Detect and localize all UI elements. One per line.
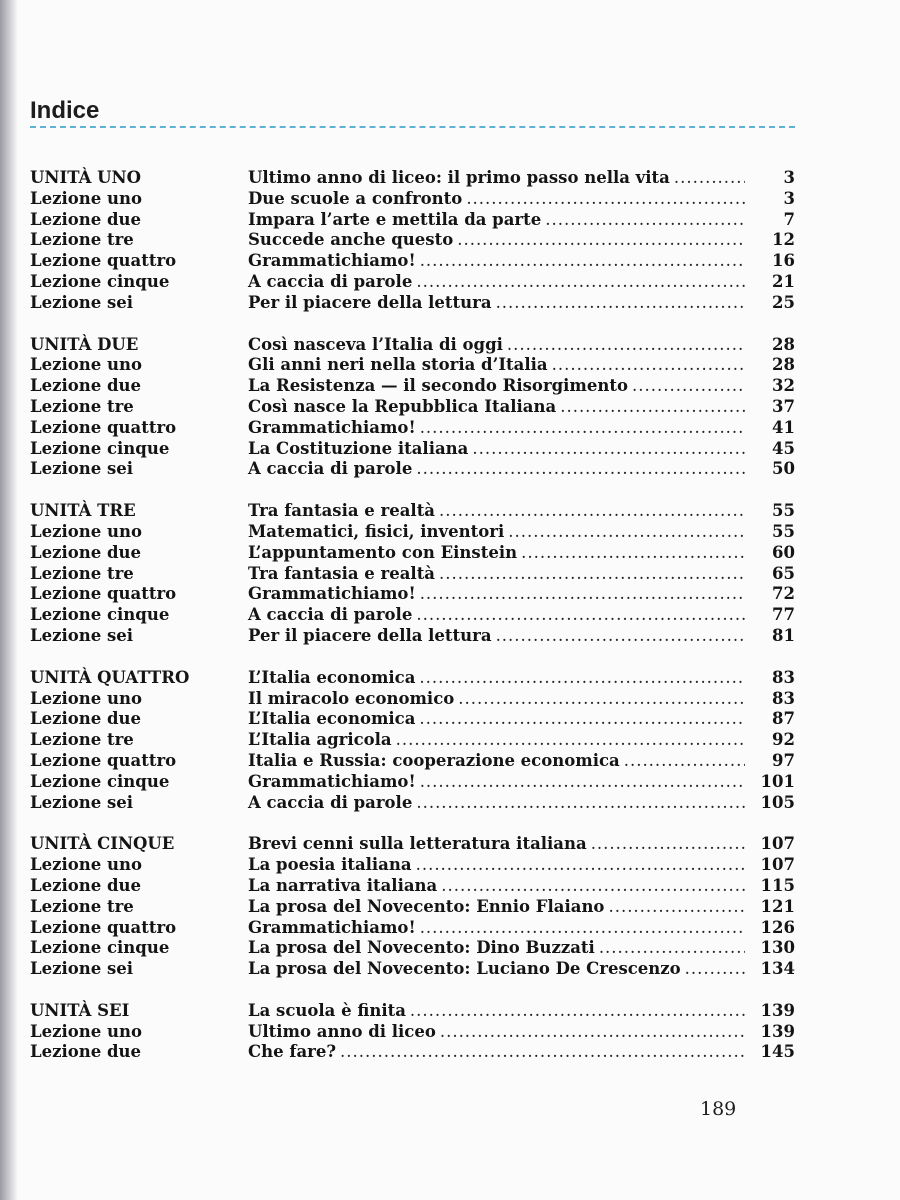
entry-title: Tra fantasia e realtà <box>248 501 436 521</box>
lesson-label: Lezione tre <box>30 230 134 250</box>
unit-heading-row[interactable] <box>30 834 795 855</box>
dot-leader <box>591 834 745 855</box>
lesson-row[interactable] <box>30 522 795 543</box>
entry-page-number: 87 <box>772 709 795 729</box>
lesson-label: Lezione cinque <box>30 271 170 291</box>
entry-title: Gli anni neri nella storia d’Italia <box>248 355 548 375</box>
entry-page-number: 121 <box>760 896 795 916</box>
entry-page-number: 81 <box>772 625 795 645</box>
lesson-row[interactable] <box>30 897 795 918</box>
unit-block <box>30 1001 795 1063</box>
unit-block <box>30 501 795 647</box>
dot-leader <box>420 584 745 605</box>
entry-page-number: 83 <box>772 688 795 708</box>
entry-title: La scuola è finita <box>248 1000 406 1020</box>
entry-page-number: 92 <box>772 730 795 750</box>
entry-title: Succede anche questo <box>248 230 454 250</box>
unit-block <box>30 668 795 814</box>
entry-title: La poesia italiana <box>248 855 412 875</box>
dot-leader <box>340 1042 745 1063</box>
dot-leader <box>457 230 745 251</box>
entry-title: Tra fantasia e realtà <box>248 563 436 583</box>
dot-leader <box>419 668 745 689</box>
lesson-row[interactable] <box>30 918 795 939</box>
lesson-label: Lezione cinque <box>30 938 170 958</box>
dot-leader <box>466 189 745 210</box>
entry-title: A caccia di parole <box>248 459 413 479</box>
unit-heading-row[interactable] <box>30 1001 795 1022</box>
lesson-label: Lezione cinque <box>30 605 170 625</box>
entry-title: Matematici, fisici, inventori <box>248 521 505 541</box>
dot-leader <box>632 376 745 397</box>
lesson-label: Lezione due <box>30 542 142 562</box>
lesson-row[interactable] <box>30 855 795 876</box>
heading-dashed-rule <box>30 126 795 128</box>
dot-leader <box>545 210 745 231</box>
entry-page-number: 145 <box>760 1042 795 1062</box>
table-of-contents <box>30 168 795 1084</box>
entry-page-number: 12 <box>772 230 795 250</box>
dot-leader <box>420 772 745 793</box>
unit-heading-row[interactable] <box>30 168 795 189</box>
lesson-row[interactable] <box>30 772 795 793</box>
lesson-row[interactable] <box>30 751 795 772</box>
entry-page-number: 21 <box>772 271 795 291</box>
lesson-row[interactable] <box>30 959 795 980</box>
unit-label: UNITÀ SEI <box>30 1000 130 1020</box>
dot-leader <box>685 959 745 980</box>
entry-title: Grammatichiamo! <box>248 917 416 937</box>
lesson-row[interactable] <box>30 689 795 710</box>
entry-title: Per il piacere della lettura <box>248 625 492 645</box>
entry-title: Grammatichiamo! <box>248 251 416 271</box>
unit-heading-row[interactable] <box>30 501 795 522</box>
unit-label: UNITÀ DUE <box>30 334 139 354</box>
entry-page-number: 55 <box>772 521 795 541</box>
lesson-label: Lezione uno <box>30 188 142 208</box>
entry-page-number: 3 <box>783 188 795 208</box>
entry-page-number: 97 <box>772 750 795 770</box>
lesson-row[interactable] <box>30 584 795 605</box>
lesson-label: Lezione due <box>30 709 142 729</box>
entry-page-number: 77 <box>772 605 795 625</box>
page-number: 189 <box>700 1098 737 1120</box>
entry-title: Due scuole a confronto <box>248 188 463 208</box>
lesson-label: Lezione uno <box>30 688 142 708</box>
entry-title: Brevi cenni sulla letteratura italiana <box>248 834 587 854</box>
entry-page-number: 65 <box>772 563 795 583</box>
lesson-row[interactable] <box>30 938 795 959</box>
lesson-label: Lezione tre <box>30 896 134 916</box>
dot-leader <box>560 397 745 418</box>
lesson-row[interactable] <box>30 210 795 231</box>
dot-leader <box>439 564 745 585</box>
lesson-row[interactable] <box>30 626 795 647</box>
entry-page-number: 105 <box>760 792 795 812</box>
lesson-label: Lezione quattro <box>30 251 177 271</box>
entry-page-number: 50 <box>772 459 795 479</box>
dot-leader <box>496 293 745 314</box>
lesson-label: Lezione tre <box>30 730 134 750</box>
lesson-label: Lezione quattro <box>30 584 177 604</box>
unit-label: UNITÀ CINQUE <box>30 834 175 854</box>
entry-title: La Resistenza — il secondo Risorgimento <box>248 376 629 396</box>
page-title: Indice <box>30 97 100 124</box>
entry-title: A caccia di parole <box>248 605 413 625</box>
dot-leader <box>416 459 745 480</box>
lesson-label: Lezione due <box>30 1042 142 1062</box>
entry-title: L’Italia economica <box>248 667 416 687</box>
entry-page-number: 55 <box>772 501 795 521</box>
unit-block <box>30 168 795 314</box>
index-heading <box>30 96 795 128</box>
entry-page-number: 115 <box>760 875 795 895</box>
lesson-label: Lezione due <box>30 376 142 396</box>
entry-page-number: 7 <box>783 209 795 229</box>
entry-page-number: 126 <box>760 917 795 937</box>
dot-leader <box>420 251 745 272</box>
unit-heading-row[interactable] <box>30 335 795 356</box>
lesson-label: Lezione uno <box>30 855 142 875</box>
lesson-row[interactable] <box>30 543 795 564</box>
entry-title: Ultimo anno di liceo: il primo passo nella vita <box>248 168 670 187</box>
dot-leader <box>674 168 745 189</box>
entry-title: Italia e Russia: cooperazione economica <box>248 750 620 770</box>
lesson-row[interactable] <box>30 793 795 814</box>
entry-page-number: 28 <box>772 355 795 375</box>
lesson-row[interactable] <box>30 876 795 897</box>
lesson-label: Lezione tre <box>30 396 134 416</box>
lesson-label: Lezione sei <box>30 292 134 312</box>
lesson-label: Lezione quattro <box>30 917 177 937</box>
entry-page-number: 32 <box>772 376 795 396</box>
entry-title: Ultimo anno di liceo <box>248 1021 436 1041</box>
entry-page-number: 25 <box>772 292 795 312</box>
dot-leader <box>440 1022 745 1043</box>
lesson-label: Lezione due <box>30 209 142 229</box>
lesson-row[interactable] <box>30 1042 795 1063</box>
dot-leader <box>552 355 745 376</box>
dot-leader <box>416 605 745 626</box>
lesson-label: Lezione cinque <box>30 771 170 791</box>
lesson-label: Lezione uno <box>30 355 142 375</box>
entry-title: A caccia di parole <box>248 792 413 812</box>
dot-leader <box>416 793 745 814</box>
dot-leader <box>608 897 745 918</box>
dot-leader <box>599 938 745 959</box>
entry-title: Grammatichiamo! <box>248 417 416 437</box>
lesson-row[interactable] <box>30 272 795 293</box>
entry-title: Così nasce la Repubblica Italiana <box>248 396 557 416</box>
lesson-row[interactable] <box>30 355 795 376</box>
unit-label: UNITÀ UNO <box>30 168 141 187</box>
unit-label: UNITÀ QUATTRO <box>30 667 190 687</box>
lesson-label: Lezione sei <box>30 625 134 645</box>
entry-title: Grammatichiamo! <box>248 584 416 604</box>
dot-leader <box>420 418 745 439</box>
entry-title: L’appuntamento con Einstein <box>248 542 518 562</box>
entry-title: A caccia di parole <box>248 271 413 291</box>
entry-page-number: 139 <box>760 1000 795 1020</box>
dot-leader <box>439 501 745 522</box>
entry-page-number: 16 <box>772 251 795 271</box>
entry-title: La prosa del Novecento: Luciano De Crescenzo <box>248 959 681 979</box>
lesson-row[interactable] <box>30 439 795 460</box>
entry-page-number: 37 <box>772 396 795 416</box>
dot-leader <box>521 543 745 564</box>
dot-leader <box>496 626 745 647</box>
entry-page-number: 107 <box>760 834 795 854</box>
entry-title: La prosa del Novecento: Dino Buzzati <box>248 938 595 958</box>
lesson-row[interactable] <box>30 376 795 397</box>
entry-page-number: 83 <box>772 667 795 687</box>
lesson-label: Lezione quattro <box>30 417 177 437</box>
lesson-row[interactable] <box>30 397 795 418</box>
lesson-label: Lezione uno <box>30 1021 142 1041</box>
entry-title: L’Italia economica <box>248 709 416 729</box>
entry-title: Il miracolo economico <box>248 688 455 708</box>
lesson-label: Lezione sei <box>30 959 134 979</box>
entry-page-number: 28 <box>772 334 795 354</box>
entry-page-number: 107 <box>760 855 795 875</box>
dot-leader <box>419 709 745 730</box>
entry-title: Così nasceva l’Italia di oggi <box>248 334 503 354</box>
lesson-row[interactable] <box>30 418 795 439</box>
lesson-row[interactable] <box>30 189 795 210</box>
dot-leader <box>458 689 745 710</box>
entry-title: La Costituzione italiana <box>248 438 469 458</box>
entry-title: Grammatichiamo! <box>248 771 416 791</box>
entry-title: L’Italia agricola <box>248 730 392 750</box>
lesson-label: Lezione uno <box>30 521 142 541</box>
lesson-row[interactable] <box>30 709 795 730</box>
dot-leader <box>472 439 745 460</box>
entry-page-number: 130 <box>760 938 795 958</box>
lesson-row[interactable] <box>30 251 795 272</box>
entry-page-number: 101 <box>760 771 795 791</box>
lesson-row[interactable] <box>30 1022 795 1043</box>
entry-page-number: 45 <box>772 438 795 458</box>
lesson-label: Lezione sei <box>30 459 134 479</box>
entry-page-number: 134 <box>760 959 795 979</box>
entry-title: Che fare? <box>248 1042 337 1062</box>
unit-label: UNITÀ TRE <box>30 501 136 521</box>
entry-page-number: 139 <box>760 1021 795 1041</box>
dot-leader <box>420 918 745 939</box>
lesson-row[interactable] <box>30 564 795 585</box>
unit-block <box>30 335 795 481</box>
entry-page-number: 72 <box>772 584 795 604</box>
lesson-label: Lezione cinque <box>30 438 170 458</box>
dot-leader <box>416 272 745 293</box>
dot-leader <box>624 751 745 772</box>
entry-page-number: 60 <box>772 542 795 562</box>
dot-leader <box>416 855 745 876</box>
unit-heading-row[interactable] <box>30 668 795 689</box>
lesson-label: Lezione sei <box>30 792 134 812</box>
unit-block <box>30 834 795 980</box>
lesson-row[interactable] <box>30 459 795 480</box>
entry-page-number: 3 <box>783 168 795 187</box>
dot-leader <box>507 335 745 356</box>
entry-title: Impara l’arte e mettila da parte <box>248 209 542 229</box>
dot-leader <box>396 730 745 751</box>
page-binding-shadow <box>0 0 18 1200</box>
lesson-row[interactable] <box>30 293 795 314</box>
entry-title: Per il piacere della lettura <box>248 292 492 312</box>
lesson-label: Lezione due <box>30 875 142 895</box>
entry-title: La narrativa italiana <box>248 875 438 895</box>
entry-title: La prosa del Novecento: Ennio Flaiano <box>248 896 605 916</box>
lesson-label: Lezione quattro <box>30 750 177 770</box>
dot-leader <box>410 1001 745 1022</box>
dot-leader <box>508 522 745 543</box>
lesson-row[interactable] <box>30 230 795 251</box>
dot-leader <box>441 876 745 897</box>
lesson-row[interactable] <box>30 730 795 751</box>
entry-page-number: 41 <box>772 417 795 437</box>
lesson-row[interactable] <box>30 605 795 626</box>
lesson-label: Lezione tre <box>30 563 134 583</box>
